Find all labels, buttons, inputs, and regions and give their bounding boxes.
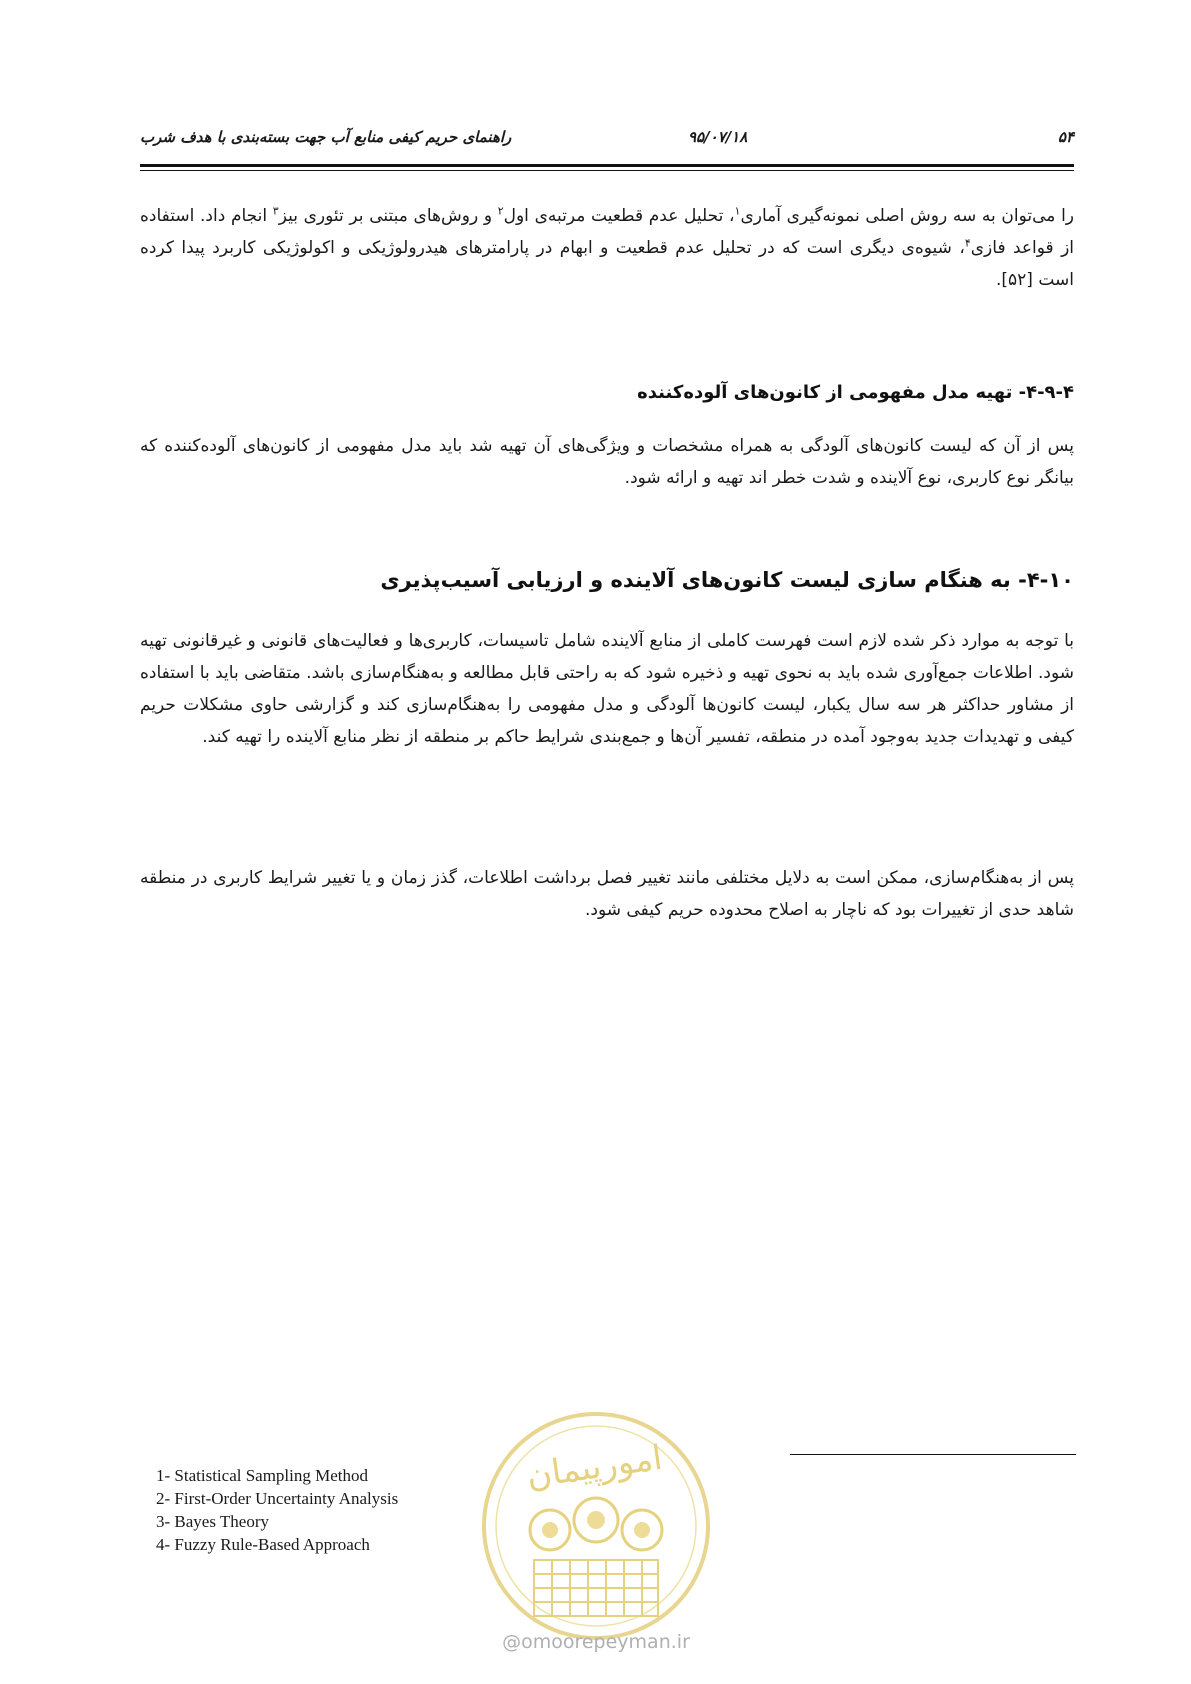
watermark-site-text: omoorepeyman.ir [521, 1631, 690, 1653]
footnote-3: 3- Bayes Theory [156, 1512, 269, 1531]
header-title: راهنمای حریم کیفی منابع آب جهت بسته‌بندی با هدف شرب [140, 128, 512, 146]
paragraph-text: را می‌توان به سه روش اصلی نمونه‌گیری آماری [740, 206, 1074, 226]
paragraph-text: ، تحلیل عدم قطعیت مرتبه‌ی اول [503, 206, 735, 226]
header-rule-thick [140, 164, 1074, 167]
footnote-1: 1- Statistical Sampling Method [156, 1466, 369, 1485]
footnote-ref-2: ۲ [497, 204, 504, 218]
header-date: ۹۵/۰۷/۱۸ [688, 128, 748, 146]
footnote-separator [790, 1454, 1076, 1455]
footnotes [156, 1464, 516, 1556]
paragraph-after-update: پس از به‌هنگام‌سازی، ممکن است به دلایل مختلفی مانند تغییر فصل برداشت اطلاعات، گذز زمان و یا تغییر شرایط کاربری در منطقه شاهد حدی از تغییرات بود که ناچار به اصلاح محدوده حریم کیفی شود. [140, 868, 1074, 920]
at-icon: @ [502, 1631, 522, 1653]
paragraph-uncertainty-methods [140, 200, 1074, 296]
footnote-ref-3: ۳ [272, 204, 279, 218]
footnote-ref-1: ۱ [734, 204, 741, 218]
paragraph-text: انجام داد. استفاده از قواعد فازی [140, 206, 1075, 258]
paragraph-text: و روش‌های مبتنی بر تئوری بیز [278, 206, 498, 226]
footnote-4: 4- Fuzzy Rule-Based Approach [156, 1535, 370, 1554]
running-header [140, 128, 1074, 152]
watermark-stamp-text: امورپیمان [524, 1437, 665, 1497]
section-heading-4-10: ۴-۱۰- به هنگام سازی لیست کانون‌های آلاینده و ارزیابی آسیب‌پذیری [380, 568, 1074, 592]
section-heading-4-9-4: ۴-۹-۴- تهیه مدل مفهومی از کانون‌های آلوده‌کننده [637, 382, 1074, 403]
paragraph-text: ، شیوه‌ی دیگری است که در تحلیل عدم قطعیت و ابهام در پارامترهای هیدرولوژیکی و اکولوژیکی کاربرد پیدا کرده است [۵۲]. [140, 238, 1074, 290]
watermark-site [482, 1631, 710, 1653]
footnote-ref-4: ۴ [964, 236, 971, 250]
page-number: ۵۴ [1057, 128, 1074, 146]
paragraph-conceptual-model: پس از آن که لیست کانون‌های آلودگی به همراه مشخصات و ویژگی‌های آن تهیه شد باید مدل مفهومی از کانون‌های آلوده‌کننده که بیانگر نوع کاربری، نوع آلاینده و شدت خطر اند تهیه و ارائه شود. [140, 436, 1074, 488]
footnote-2: 2- First-Order Uncertainty Analysis [156, 1489, 399, 1508]
header-rule-thin [140, 170, 1074, 171]
paragraph-update-list: با توجه به موارد ذکر شده لازم است فهرست کاملی از منابع آلاینده شامل تاسیسات، کاربری‌ها و فعالیت‌های قانونی و غیرقانونی تهیه شود. اطلاعات جمع‌آوری شده باید به نحوی تهیه و ذخیره شود که به راحتی قابل مطالعه و به‌هنگام‌سازی باشد. متقاضی باید با استفاده از مشاور حداکثر هر سه سال یکبار، لیست کانون‌ها آلودگی و مدل مفهومی را به‌هنگام‌سازی کند و گزارشی حاوی مشکلات حریم کیفی و تهدیدات جدید به‌وجود آمده در منطقه، تفسیر آن‌ها و جمع‌بندی شرایط حاکم بر منطقه از نظر منابع آلاینده را تهیه کند. [140, 631, 1074, 747]
